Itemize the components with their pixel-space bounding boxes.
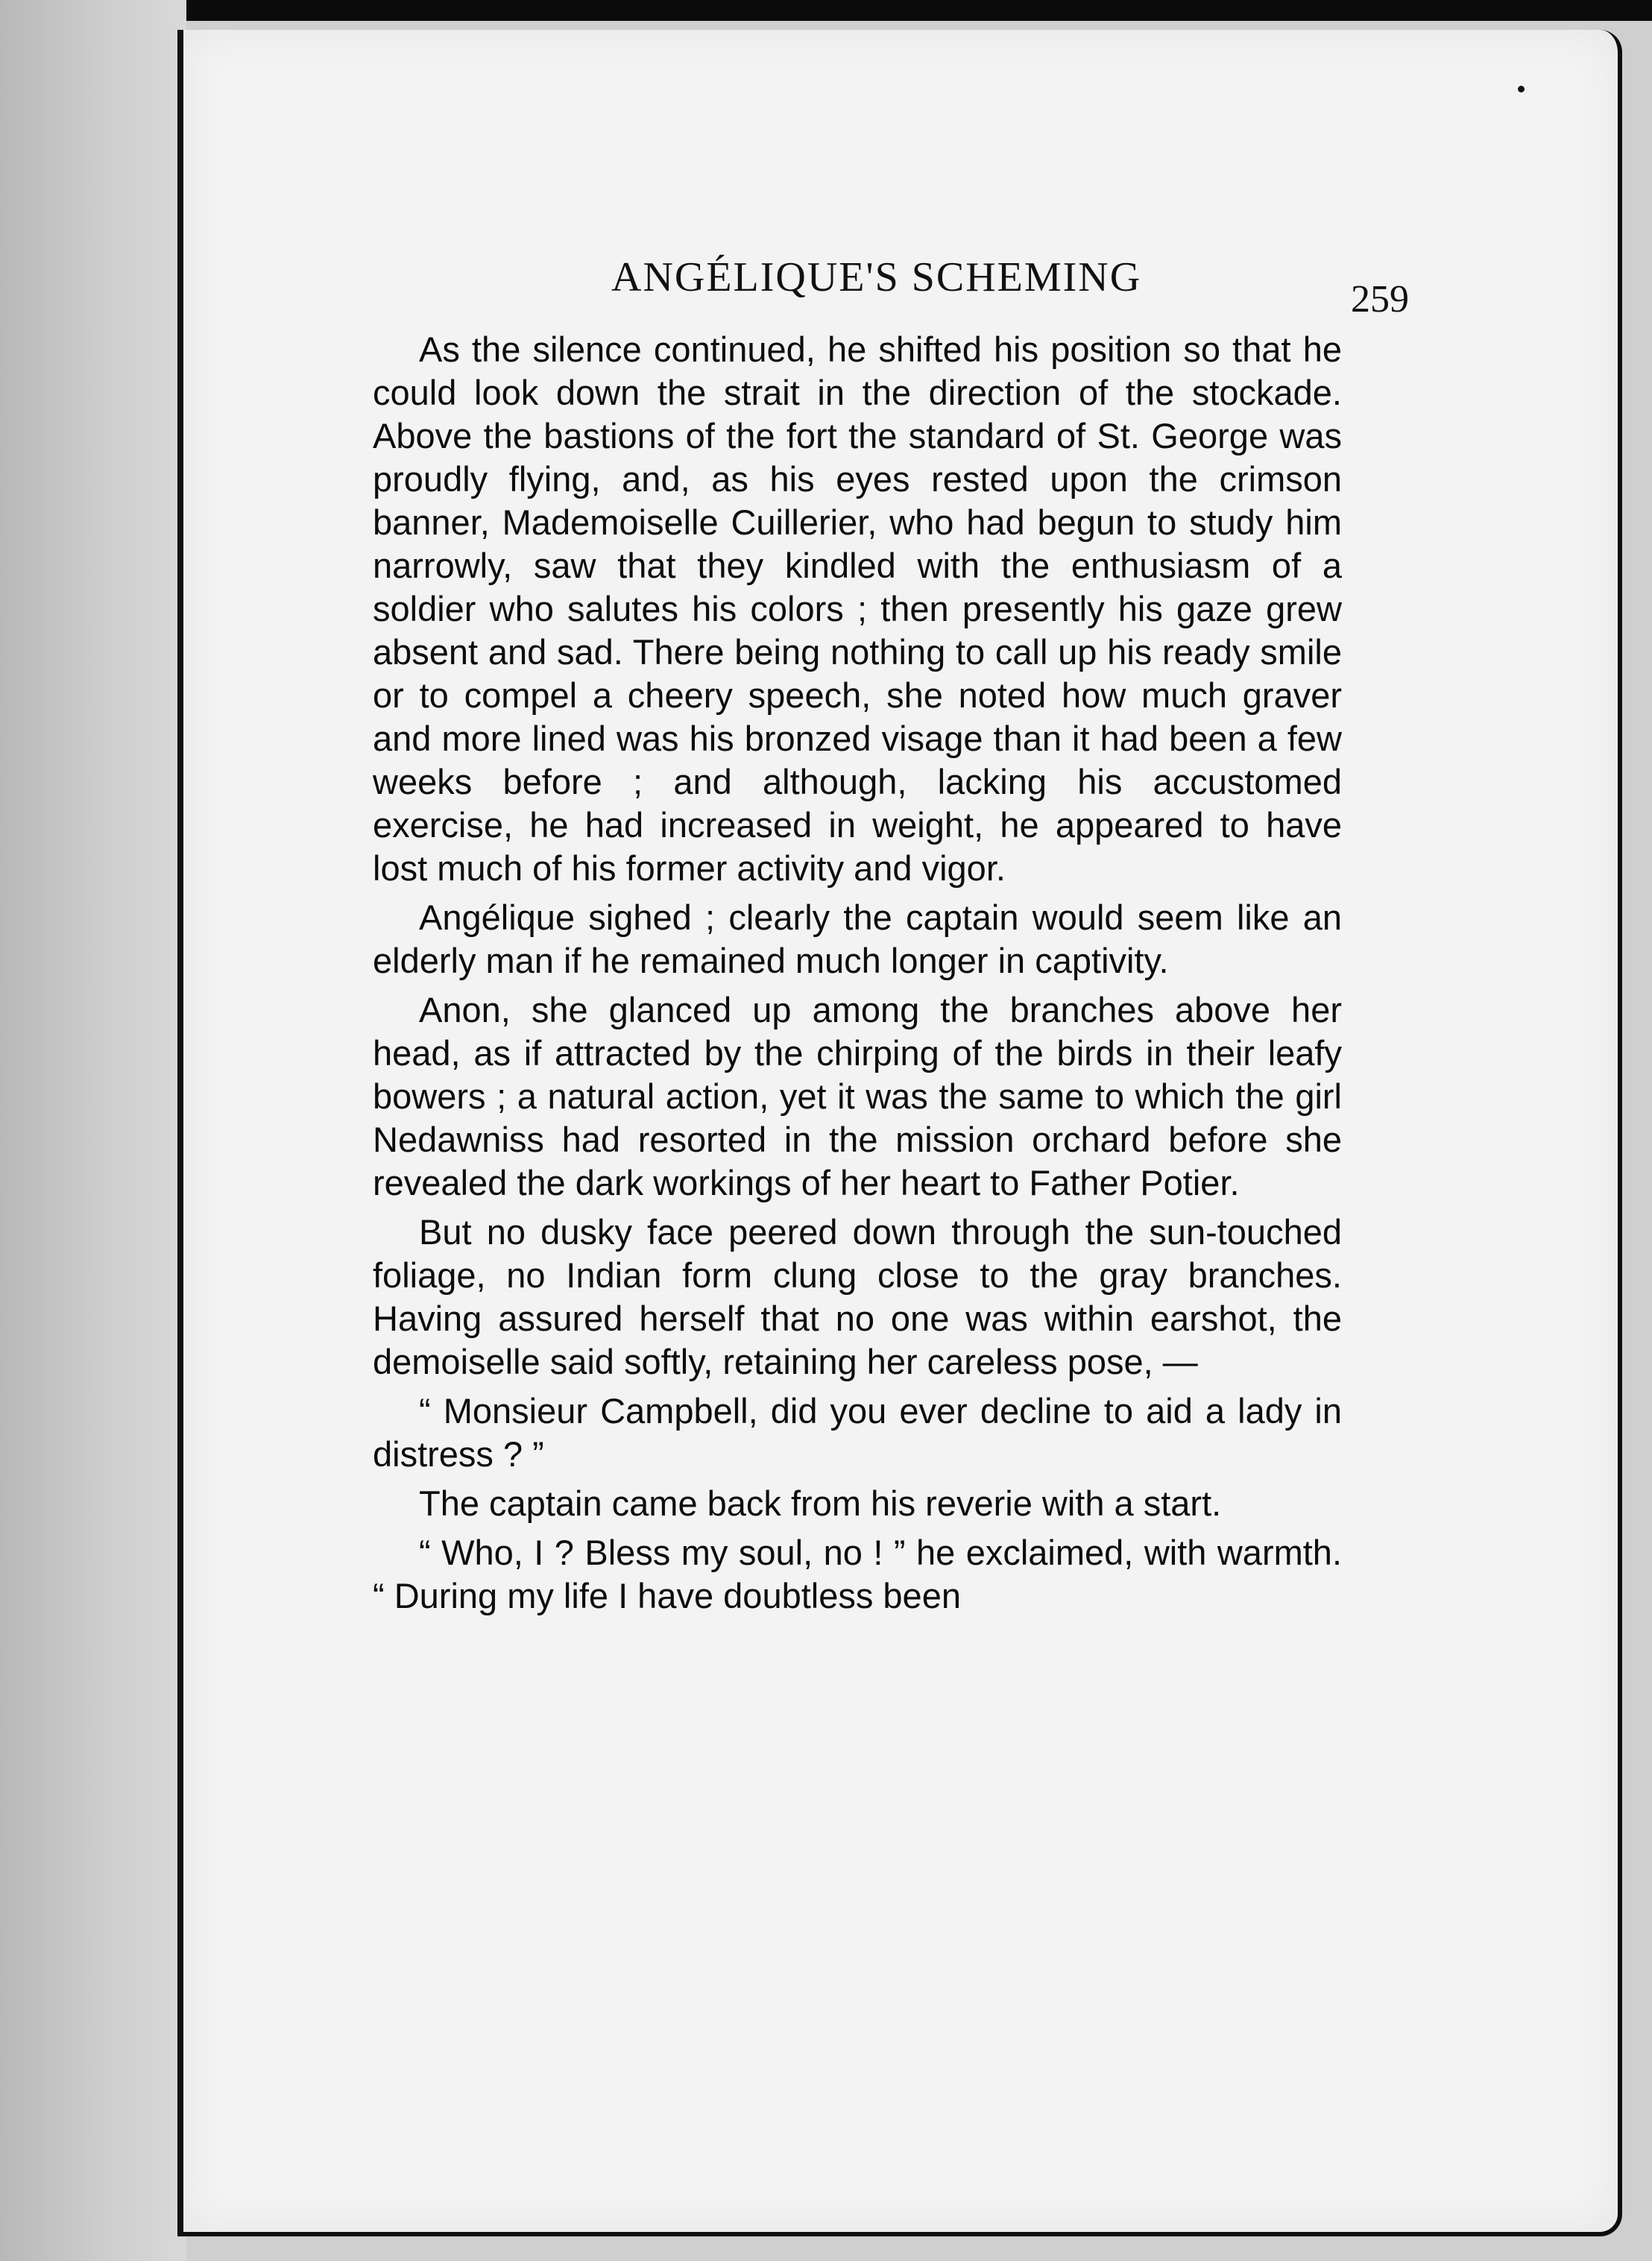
paragraph: “ Who, I ? Bless my soul, no ! ” he exclaimed, with warmth. “ During my life I have doubtless been xyxy=(373,1533,1342,1615)
scan-border-top xyxy=(0,0,1652,21)
running-head: ANGÉLIQUE'S SCHEMING xyxy=(611,254,1142,300)
paragraph: As the silence continued, he shifted his position so that he could look down the strait in the direction of the stockade. Above the bastions of the fort the standard of St. George was proudly flying, and, as his eyes rested upon the crimson banner, Mademoiselle Cuillerier, who had begun to study him narrowly, saw that they kindled with the enthusiasm of a soldier who salutes his colors ; then presently his gaze grew absent and sad. There being nothing to call up his ready smile or to compel a cheery speech, she noted how much graver and more lined was his bronzed visage than it had been a few weeks before ; and although, lacking his accustomed exercise, he had increased in weight, he appeared to have lost much of his former activity and vigor. xyxy=(373,329,1342,888)
book-spine xyxy=(177,30,183,2236)
paragraph: But no dusky face peered down through the sun-touched foliage, no Indian form clung close to the gray branches. Having assured herself that no one was within earshot, the demoiselle said softly, retaining her careless pose, — xyxy=(373,1212,1342,1381)
facing-page-edge xyxy=(0,0,186,2261)
page-number: 259 xyxy=(1351,278,1409,321)
body-text xyxy=(373,328,1342,1624)
ink-speck xyxy=(1518,86,1525,92)
paragraph: “ Monsieur Campbell, did you ever decline to aid a lady in distress ? ” xyxy=(373,1391,1342,1474)
page-header xyxy=(417,253,1409,321)
paragraph: The captain came back from his reverie with a start. xyxy=(419,1483,1222,1523)
paragraph: Anon, she glanced up among the branches above her head, as if attracted by the chirping of the birds in their leafy bowers ; a natural action, yet it was the same to which the girl Nedawniss had resorted in the mission orchard before she revealed the dark workings of her heart to Father Potier. xyxy=(373,990,1342,1202)
paragraph: Angélique sighed ; clearly the captain would seem like an elderly man if he remained much longer in captivity. xyxy=(373,898,1342,980)
